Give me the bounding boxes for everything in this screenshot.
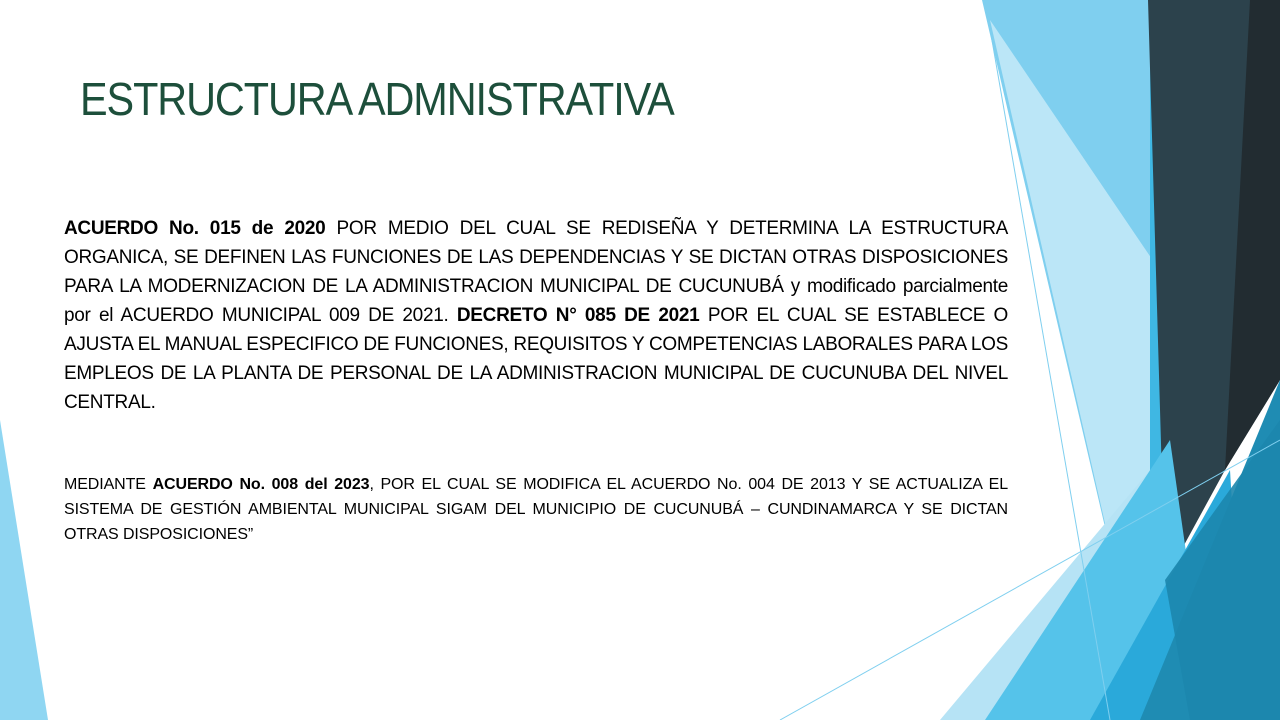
paragraph1-text-a: POR MEDIO DEL CUAL SE REDISEÑA Y DETERMINA LA ESTRUCTURA ORGANICA, SE DEFINEN LAS FUNCIONES DE LAS DEPENDENCIAS Y SE DICTAN OTRAS DISPOSICIONES PARA LA MODERNIZACION DE LA ADMINISTRACION MUNICIPAL DE CUCUNUBÁ y modificado parcialmente por el ACUERDO MUNICIPAL 009 DE 2021. bbox=[64, 218, 1008, 326]
paragraph-acuerdo-2020 bbox=[64, 214, 1008, 417]
paragraph2-text-b: , POR EL CUAL SE MODIFICA EL ACUERDO No. 004 DE 2013 Y SE ACTUALIZA EL SISTEMA DE GESTIÓN AMBIENTAL MUNICIPAL SIGAM DEL MUNICIPIO DE CUCUNUBÁ – CUNDINAMARCA Y SE DICTAN OTRAS DISPOSICIONES” bbox=[64, 476, 1009, 543]
acuerdo-2020-label: ACUERDO No. 015 de 2020 bbox=[64, 218, 326, 239]
decreto-2021-label: DECRETO N° 085 DE 2021 bbox=[456, 305, 700, 326]
slide-title: ESTRUCTURA ADMNISTRATIVA bbox=[80, 73, 674, 125]
acuerdo-2023-label: ACUERDO No. 008 del 2023 bbox=[152, 476, 370, 493]
paragraph1-text-b: POR EL CUAL SE ESTABLECE O AJUSTA EL MANUAL ESPECIFICO DE FUNCIONES, REQUISITOS Y COMPETENCIAS LABORALES PARA LOS EMPLEOS DE LA PLANTA DE PERSONAL DE LA ADMINISTRACION MUNICIPAL DE CUCUNUBA DEL NIVEL CENTRAL. bbox=[64, 305, 1009, 413]
left-edge-triangle bbox=[0, 420, 48, 720]
paragraph2-text-a: MEDIANTE bbox=[64, 476, 153, 493]
paragraph-acuerdo-2023 bbox=[64, 472, 1008, 547]
